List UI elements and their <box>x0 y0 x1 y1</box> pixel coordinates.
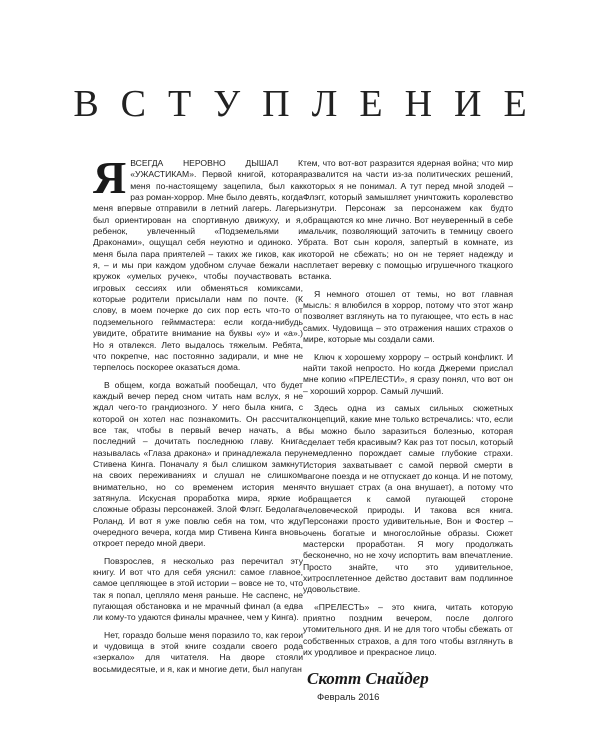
paragraph: Я немного отошел от темы, но вот главная мысль: я влюбился в хоррор, потому что этот жанр позволяет взглянуть на то пугающее, что есть в нас самих. Чудовища – это отражения наших страхов о мире, которые мы создали сами. <box>303 288 513 345</box>
paragraph: тем, что вот-вот разразится ядерная война; что мир развалится на части из-за политических решений, которых я не понимал. А тут перед мной злодей – Флэгг, который замышляет уничтожить королевство изнутри. Персонаж за персонажем как будто обращаются ко мне лично. Вот неуверенный в себе мальчик, позволяющий заточить в темницу своего брата. Вот сын короля, запертый в комнате, из которой не сбежать; но он не теряет надежду и сплетает веревку с помощью игрушечного ткацкого станка. <box>303 158 513 282</box>
paragraph: Ключ к хорошему хоррору – острый конфликт. И найти такой непросто. Но когда Джереми прислал мне копию «ПРЕЛЕСТИ», я сразу понял, что вот он – хороший хоррор. Самый лучший. <box>303 351 513 396</box>
drop-cap: Я <box>93 152 127 203</box>
lead-in-text: ВСЕГДА НЕРОВНО ДЫШАЛ К «УЖАСТИКАМ». <box>130 158 303 180</box>
date-line: Февраль 2016 <box>317 691 380 703</box>
paragraph: «ПРЕЛЕСТЬ» – это книга, читать которую приятно поздним вечером, после долгого утомительного дня. И не для того чтобы сбежать от собственных страхов, а для того чтобы взглянуть в их уродливое и прекрасное лицо. <box>303 601 513 658</box>
right-column <box>303 158 513 704</box>
paragraph-text: Первой книгой, которая меня по-настоящему зацепила, был как раз роман-хоррор. Мне было девять, когда меня впервые отправили в летний лагерь. Лагерь был ориентирован на спортивную движуху, и я, ребенок, увлеченный «Подземельями и Драконами», ощущал себя неуютно и одиноко. У меня была пара приятелей – таких же гиков, как и я, – и мы при каждом удобном случае бежали на кружок «умелых ручек», чтобы поучаствовать в игровых сессиях или обменяться комиксами, которые родители присылали нам по почте. (К слову, в моем почерке до сих пор есть что-то от подземельного гейммастера: если когда-нибудь увидите, обратите внимание на буквы «у» и «а».) Но я отвлекся. Лето выдалось тяжелым. Ребята, что покрепче, нас постоянно задирали, и мне не терпелось поскорее оказаться дома. <box>93 169 303 373</box>
author-signature: Скотт Снайдер <box>307 669 429 689</box>
paragraph: Нет, гораздо больше меня поразило то, как герои и чудовища в этой книге создали своего рода «зеркало» для читателя. На дворе стояли восьмидесятые, и я, как и многие дети, был напуган <box>93 629 303 674</box>
paragraph: Здесь одна из самых сильных сюжетных концепций, какие мне только встречались: что, если бы можно было заразиться болезнью, которая сделает тебя красивым? Как раз тот посыл, который немедленно порождает самые глубокие страхи. История захватывает с самой первой смерти в вагоне поезда и не отпускает до конца. И не потому, что внушает страх (а она внушает), а потому что обращается к самой пугающей стороне человеческой природы. И такова вся книга. Персонажи просто удивительные, Вон и Фостер – очень богатые и многослойные образы. Сюжет мастерски проработан. Я могу продолжать бесконечно, но не хочу испортить вам впечатление. Просто знайте, что это удивительное, хитросплетенное действо доставит вам подлинное удовольствие. <box>303 402 513 595</box>
paragraph <box>93 152 303 374</box>
page-title: ВСТУПЛЕНИЕ <box>73 83 549 125</box>
left-column <box>93 152 303 681</box>
paragraph: В общем, когда вожатый пообещал, что будет каждый вечер перед сном читать нам вслух, я не ждал чего-то грандиозного. У него была книга, с которой он хотел нас познакомить. Он рассчитал все так, чтобы в первый вечер начать, а в последний – дочитать последнюю главу. Книга называлась «Глаза дракона» и принадлежала перу Стивена Кинга. Поначалу я был слишком замкнут на своих переживаниях и слушал не слишком внимательно, но со временем история меня затянула. Искусная проработка мира, яркие и сложные образы персонажей. Злой Флэгг. Бедолага Роланд. И вот я уже повлю себя на том, что жду очередного вечера, когда мир Стивена Кинга вновь откроет передо мной двери. <box>93 379 303 549</box>
paragraph: Повзрослев, я несколько раз перечитал эту книгу. И вот что для себя уяснил: самое главное, самое цепляющее в этой истории – вовсе не то, что так я попал, цепляло меня раньше. Не саспенс, не пугающая обстановка и не мрачный финал (а едва ли кому-то удаются финалы мрачнее, чем у Кинга). <box>93 555 303 623</box>
